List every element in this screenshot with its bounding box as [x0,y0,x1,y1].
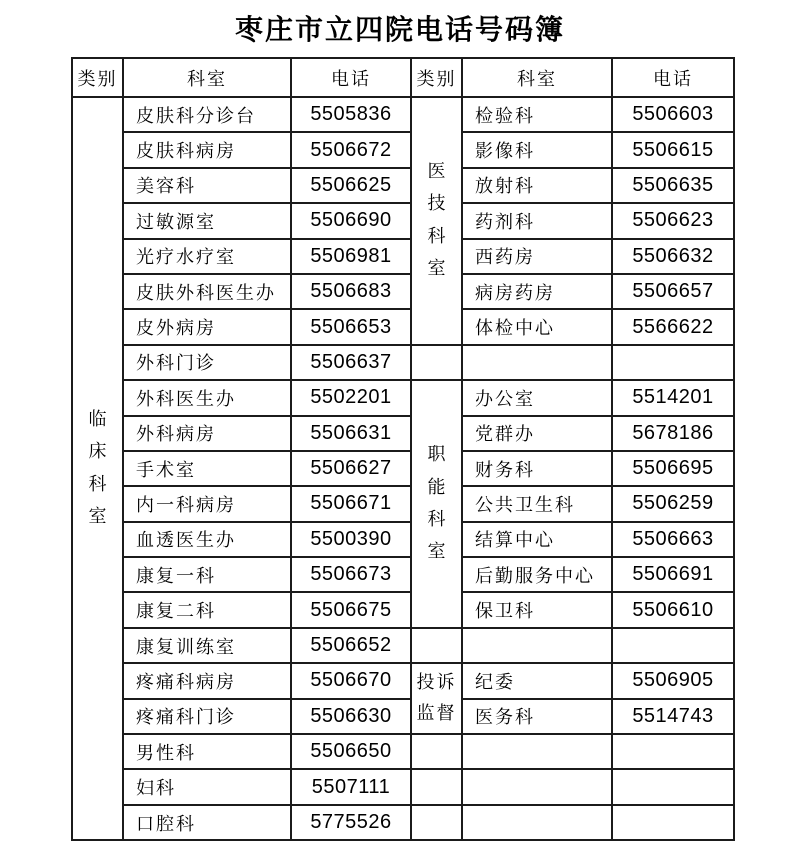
header-row [72,58,734,97]
table-row [72,805,734,840]
phone-cell: 5678186 [612,416,734,451]
dept-cell: 皮肤外科医生办 [123,274,291,309]
dept-cell: 外科医生办 [123,380,291,415]
dept-cell: 疼痛科门诊 [123,699,291,734]
dept-cell: 男性科 [123,734,291,769]
table-row [72,416,734,451]
dept-cell: 美容科 [123,168,291,203]
phone-cell: 5506615 [612,132,734,167]
table-row [72,628,734,663]
phone-cell: 5500390 [291,522,411,557]
dept-cell: 外科病房 [123,416,291,451]
phone-cell: 5506603 [612,97,734,132]
right-category-label: 投诉监督 [416,672,457,724]
table-row [72,734,734,769]
phone-cell: 5506632 [612,239,734,274]
table-row [72,663,734,698]
phone-cell: 5506981 [291,239,411,274]
phone-cell: 5506673 [291,557,411,592]
phone-cell: 5506671 [291,486,411,521]
phone-cell: 5506695 [612,451,734,486]
right-category-cell-empty [411,769,462,804]
right-category-cell-complaint [411,663,462,734]
phone-cell: 5506259 [612,486,734,521]
header-phone-left: 电话 [291,58,411,97]
phone-cell: 5566622 [612,309,734,344]
dept-cell [462,628,612,663]
phone-cell: 5502201 [291,380,411,415]
right-category-cell-empty [411,734,462,769]
table-row [72,699,734,734]
header-department-right: 科室 [462,58,612,97]
dept-cell: 皮肤科病房 [123,132,291,167]
dept-cell: 纪委 [462,663,612,698]
phone-cell [612,734,734,769]
phone-cell: 5506623 [612,203,734,238]
phone-cell: 5506652 [291,628,411,663]
table-row [72,522,734,557]
dept-cell: 办公室 [462,380,612,415]
phone-cell: 5506631 [291,416,411,451]
dept-cell: 手术室 [123,451,291,486]
header-category-left: 类别 [72,58,123,97]
phone-cell: 5506653 [291,309,411,344]
table-row [72,345,734,380]
dept-cell: 放射科 [462,168,612,203]
table-row [72,769,734,804]
phone-cell: 5506657 [612,274,734,309]
table-row [72,380,734,415]
dept-cell: 妇科 [123,769,291,804]
phone-cell: 5506905 [612,663,734,698]
phone-cell: 5775526 [291,805,411,840]
dept-cell: 疼痛科病房 [123,663,291,698]
phone-cell: 5506625 [291,168,411,203]
dept-cell: 康复训练室 [123,628,291,663]
dept-cell: 康复二科 [123,592,291,627]
phone-cell: 5506635 [612,168,734,203]
table-row [72,451,734,486]
dept-cell: 保卫科 [462,592,612,627]
right-category-label: 医技科室 [427,161,446,280]
left-category-label: 临床科室 [88,408,107,527]
phone-cell: 5506663 [612,522,734,557]
dept-cell [462,345,612,380]
dept-cell: 血透医生办 [123,522,291,557]
header-category-right: 类别 [411,58,462,97]
page-title: 枣庄市立四院电话号码簿 [234,13,565,46]
dept-cell: 口腔科 [123,805,291,840]
dept-cell: 光疗水疗室 [123,239,291,274]
table-row [72,309,734,344]
left-category-cell [72,97,123,840]
table-row [72,168,734,203]
phone-cell: 5506637 [291,345,411,380]
phone-cell: 5506691 [612,557,734,592]
phone-cell [612,345,734,380]
table-row [72,239,734,274]
phone-cell [612,628,734,663]
dept-cell: 公共卫生科 [462,486,612,521]
table-row [72,97,734,132]
phone-cell [612,769,734,804]
dept-cell: 体检中心 [462,309,612,344]
phone-cell: 5507111 [291,769,411,804]
right-category-cell-functional [411,380,462,628]
phone-cell: 5506672 [291,132,411,167]
table-row [72,274,734,309]
phone-cell: 5505836 [291,97,411,132]
dept-cell: 内一科病房 [123,486,291,521]
phone-cell: 5506683 [291,274,411,309]
header-phone-right: 电话 [612,58,734,97]
phone-cell: 5506650 [291,734,411,769]
dept-cell: 影像科 [462,132,612,167]
table-row [72,592,734,627]
table-row [72,203,734,238]
dept-cell: 外科门诊 [123,345,291,380]
phone-cell: 5514743 [612,699,734,734]
dept-cell: 药剂科 [462,203,612,238]
dept-cell: 医务科 [462,699,612,734]
right-category-cell-empty [411,345,462,380]
phone-cell: 5506690 [291,203,411,238]
header-department-left: 科室 [123,58,291,97]
dept-cell [462,769,612,804]
right-category-cell-empty [411,805,462,840]
phone-directory-table [71,57,735,841]
dept-cell: 结算中心 [462,522,612,557]
dept-cell: 财务科 [462,451,612,486]
phone-cell: 5506675 [291,592,411,627]
phone-cell: 5514201 [612,380,734,415]
dept-cell: 皮肤科分诊台 [123,97,291,132]
dept-cell: 皮外病房 [123,309,291,344]
right-category-label: 职能科室 [427,444,446,563]
dept-cell: 检验科 [462,97,612,132]
dept-cell [462,734,612,769]
right-category-cell-empty [411,628,462,663]
dept-cell: 病房药房 [462,274,612,309]
phone-cell: 5506610 [612,592,734,627]
dept-cell: 康复一科 [123,557,291,592]
dept-cell: 西药房 [462,239,612,274]
table-row [72,132,734,167]
right-category-cell-medical-tech [411,97,462,345]
phone-cell: 5506670 [291,663,411,698]
table-row [72,557,734,592]
dept-cell: 后勤服务中心 [462,557,612,592]
dept-cell [462,805,612,840]
dept-cell: 过敏源室 [123,203,291,238]
phone-cell: 5506630 [291,699,411,734]
phone-cell: 5506627 [291,451,411,486]
dept-cell: 党群办 [462,416,612,451]
phone-cell [612,805,734,840]
table-row [72,486,734,521]
